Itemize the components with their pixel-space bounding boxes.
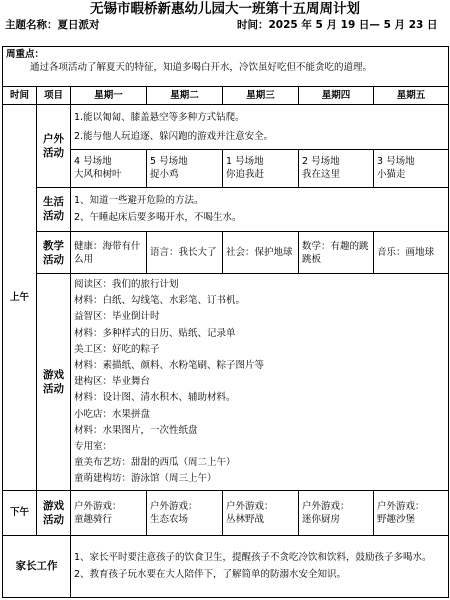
game-line-11: 专用室： bbox=[74, 441, 113, 452]
afternoon-wednesday-type: 户外游戏： bbox=[226, 500, 274, 512]
parents-work-row bbox=[3, 535, 449, 597]
teaching-activity-label: 教学活动 bbox=[37, 231, 71, 273]
teaching-thursday bbox=[299, 231, 374, 273]
morning-game-row bbox=[3, 274, 449, 491]
outdoor-field-thursday: 2 号场地 bbox=[302, 156, 340, 168]
game-line-4: 材料：多种样式的日历、贴纸、记录单 bbox=[74, 327, 236, 339]
weekly-focus-cell bbox=[3, 47, 449, 87]
column-header-wednesday: 星期三 bbox=[223, 87, 299, 105]
afternoon-thursday bbox=[299, 491, 374, 535]
game-line-7: 建构区：毕业舞台 bbox=[74, 376, 151, 388]
afternoon-wednesday bbox=[223, 491, 299, 535]
outdoor-area-monday bbox=[71, 149, 147, 187]
teaching-monday-text: 健康：海带有什么用 bbox=[74, 240, 141, 265]
life-activity-row bbox=[3, 187, 449, 231]
outdoor-goal-2: 2.能与他人玩追逐、躲闪跑的游戏并注意安全。 bbox=[74, 130, 274, 142]
afternoon-monday bbox=[71, 491, 147, 535]
date-range: 时间：2025 年 5 月 19 日— 5 月 23 日 bbox=[237, 19, 438, 31]
teaching-wednesday-text: 社会：保护地球 bbox=[226, 247, 293, 259]
page-title: 无锡市暇桥新惠幼儿园大一班第十五周周计划 bbox=[90, 1, 360, 17]
teaching-wednesday bbox=[223, 231, 299, 273]
teaching-monday bbox=[71, 231, 147, 273]
teaching-thursday-text: 数学：有趣的跳跳板 bbox=[302, 240, 369, 265]
theme-name: 主题名称：夏日派对 bbox=[5, 19, 100, 31]
outdoor-goals-cell bbox=[71, 105, 449, 149]
morning-game-label: 游戏活动 bbox=[37, 274, 71, 491]
outdoor-goals-row bbox=[3, 105, 449, 149]
teaching-activity-row bbox=[3, 231, 449, 273]
outdoor-area-friday bbox=[374, 149, 449, 187]
parents-item-1: 1、家长平时要注意孩子的饮食卫生，提醒孩子不贪吃冷饮和饮料，鼓励孩子多喝水。 bbox=[74, 552, 432, 564]
teaching-friday bbox=[374, 231, 449, 273]
outdoor-game-monday: 大风和树叶 bbox=[74, 169, 122, 181]
plan-table bbox=[2, 46, 449, 598]
outdoor-field-friday: 3 号场地 bbox=[377, 156, 415, 168]
weekly-focus-title: 周重点： bbox=[6, 49, 45, 60]
column-header-thursday: 星期四 bbox=[299, 87, 374, 105]
outdoor-goal-1: 1.能以匍匐、膝盖悬空等多种方式钻爬。 bbox=[74, 111, 245, 123]
outdoor-field-wednesday: 1 号场地 bbox=[226, 156, 264, 168]
life-activity-label: 生活活动 bbox=[37, 187, 71, 231]
afternoon-thursday-game: 迷你厨房 bbox=[302, 513, 341, 525]
column-header-friday: 星期五 bbox=[374, 87, 449, 105]
afternoon-wednesday-game: 丛林野战 bbox=[226, 513, 265, 525]
outdoor-activity-label: 户外活动 bbox=[37, 105, 71, 187]
outdoor-game-tuesday: 捉小鸡 bbox=[150, 169, 179, 181]
game-line-9: 小吃店：水果拼盘 bbox=[74, 408, 151, 420]
game-line-13: 童萌建构坊：游泳馆（周三上午） bbox=[74, 473, 217, 485]
life-item-1: 1、知道一些避开危险的方法。 bbox=[74, 195, 204, 207]
outdoor-game-thursday: 我在这里 bbox=[302, 169, 341, 181]
life-item-2: 2、午睡起床后要多喝开水，不喝生水。 bbox=[74, 212, 242, 224]
outdoor-field-tuesday: 5 号场地 bbox=[150, 156, 188, 168]
teaching-tuesday-text: 语言：我长大了 bbox=[150, 247, 217, 259]
afternoon-friday bbox=[374, 491, 449, 535]
game-line-10: 材料：水果图片，一次性纸盘 bbox=[74, 424, 198, 436]
game-line-12: 童美布艺坊：甜甜的西瓜（周二上午） bbox=[74, 457, 236, 469]
morning-game-cell bbox=[71, 274, 449, 491]
game-line-6: 材料：素描纸、颜料、水粉笔刷、粽子图片等 bbox=[74, 359, 265, 371]
afternoon-thursday-type: 户外游戏： bbox=[302, 500, 350, 512]
outdoor-game-wednesday: 你追我赶 bbox=[226, 169, 265, 181]
afternoon-tuesday-game: 生态农场 bbox=[150, 513, 189, 525]
outdoor-area-wednesday bbox=[223, 149, 299, 187]
teaching-friday-text: 音乐：画地球 bbox=[377, 247, 435, 259]
game-line-1: 阅读区：我们的旅行计划 bbox=[74, 278, 179, 290]
column-header-time: 时间 bbox=[3, 87, 37, 105]
afternoon-friday-game: 野趣沙堡 bbox=[377, 513, 416, 525]
column-header-tuesday: 星期二 bbox=[147, 87, 223, 105]
outdoor-field-monday: 4 号场地 bbox=[74, 156, 112, 168]
afternoon-label: 下午 bbox=[3, 491, 37, 535]
outdoor-area-thursday bbox=[299, 149, 374, 187]
afternoon-tuesday bbox=[147, 491, 223, 535]
parents-work-cell bbox=[71, 535, 449, 597]
afternoon-monday-game: 童趣骑行 bbox=[74, 513, 113, 525]
outdoor-game-friday: 小猫走 bbox=[377, 169, 406, 181]
parents-item-2: 2、教育孩子玩水要在大人陪伴下，了解简单的防溺水安全知识。 bbox=[74, 569, 347, 581]
afternoon-game-label: 游戏活动 bbox=[37, 491, 71, 535]
life-activity-cell bbox=[71, 187, 449, 231]
afternoon-tuesday-type: 户外游戏： bbox=[150, 500, 198, 512]
outdoor-area-tuesday bbox=[147, 149, 223, 187]
afternoon-row bbox=[3, 491, 449, 535]
morning-label: 上午 bbox=[3, 105, 37, 491]
column-header-monday: 星期一 bbox=[71, 87, 147, 105]
weekly-focus-row bbox=[3, 47, 449, 87]
afternoon-friday-type: 户外游戏： bbox=[377, 500, 425, 512]
weekly-focus-text: 通过各项活动了解夏天的特征，知道多喝白开水，冷饮虽好吃但不能贪吃的道理。 bbox=[30, 62, 373, 73]
game-line-8: 材料：设计图、清水积木、辅助材料。 bbox=[74, 392, 236, 404]
parents-work-label: 家长工作 bbox=[3, 535, 71, 597]
game-line-3: 益智区：毕业倒计时 bbox=[74, 311, 160, 323]
afternoon-monday-type: 户外游戏： bbox=[74, 500, 122, 512]
teaching-tuesday bbox=[147, 231, 223, 273]
header-row bbox=[3, 87, 449, 105]
game-line-2: 材料：白纸、勾线笔、水彩笔、订书机。 bbox=[74, 295, 246, 307]
game-line-5: 美工区：好吃的粽子 bbox=[74, 343, 160, 355]
column-header-item: 项目 bbox=[37, 87, 71, 105]
